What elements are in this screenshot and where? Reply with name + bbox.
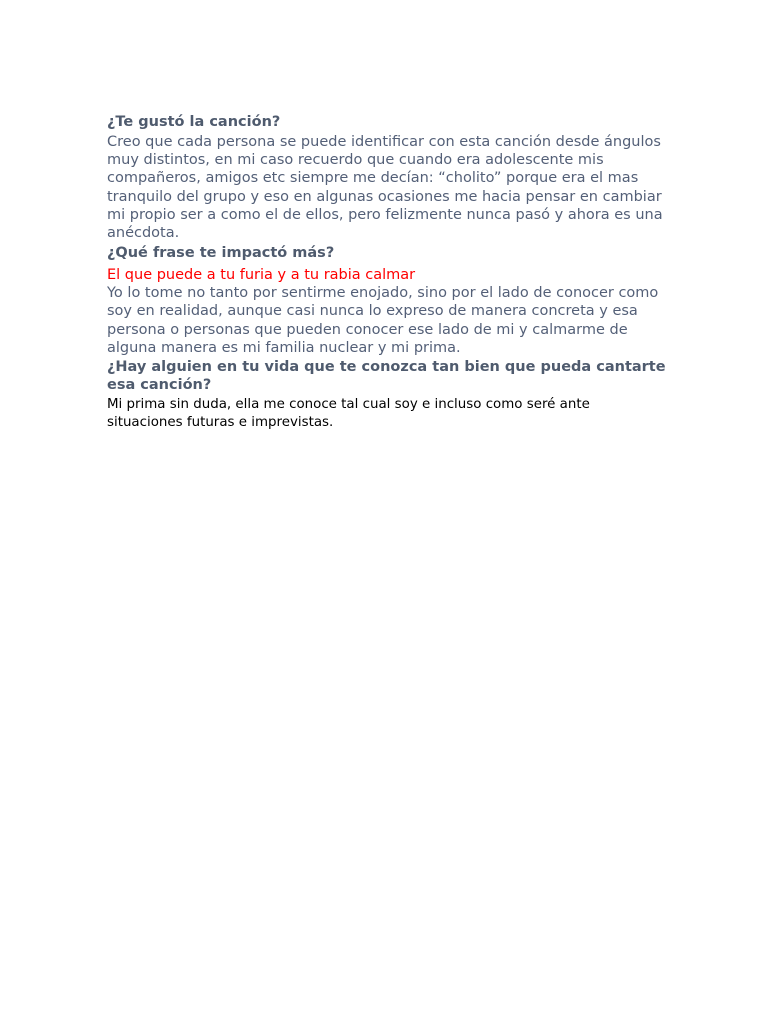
- answer-paragraph-2: Yo lo tome no tanto por sentirme enojado, sino por el lado de conocer como soy en realidad, aunque casi nunca lo expreso de manera concreta y esa persona o personas que pueden conocer ese lado de mi y calmarme de alguna manera es mi familia nuclear y mi prima.: [107, 285, 659, 356]
- answer-paragraph-1: Creo que cada persona se puede identificar con esta canción desde ángulos muy distintos, en mi caso recuerdo que cuando era adolescente mis compañeros, amigos etc siempre me decían: “cholito” porque era el mas tranquilo del grupo y eso en algunas ocasiones me hacia pensar en cambiar mi propio ser a como el de ellos, pero felizmente nunca pasó y ahora es una anécdota.: [107, 134, 663, 242]
- highlighted-quote: El que puede a tu furia y a tu rabia calmar: [107, 267, 416, 284]
- question-heading-3: ¿Hay alguien en tu vida que te conozca tan bien que pueda cantarte esa canción?: [107, 359, 666, 394]
- question-heading-2: ¿Qué frase te impactó más?: [107, 245, 335, 262]
- question-heading-1: ¿Te gustó la canción?: [107, 114, 281, 130]
- answer-paragraph-3: Mi prima sin duda, ella me conoce tal cual soy e incluso como seré ante situaciones futuras e imprevistas.: [107, 397, 590, 430]
- document-page: [107, 113, 667, 431]
